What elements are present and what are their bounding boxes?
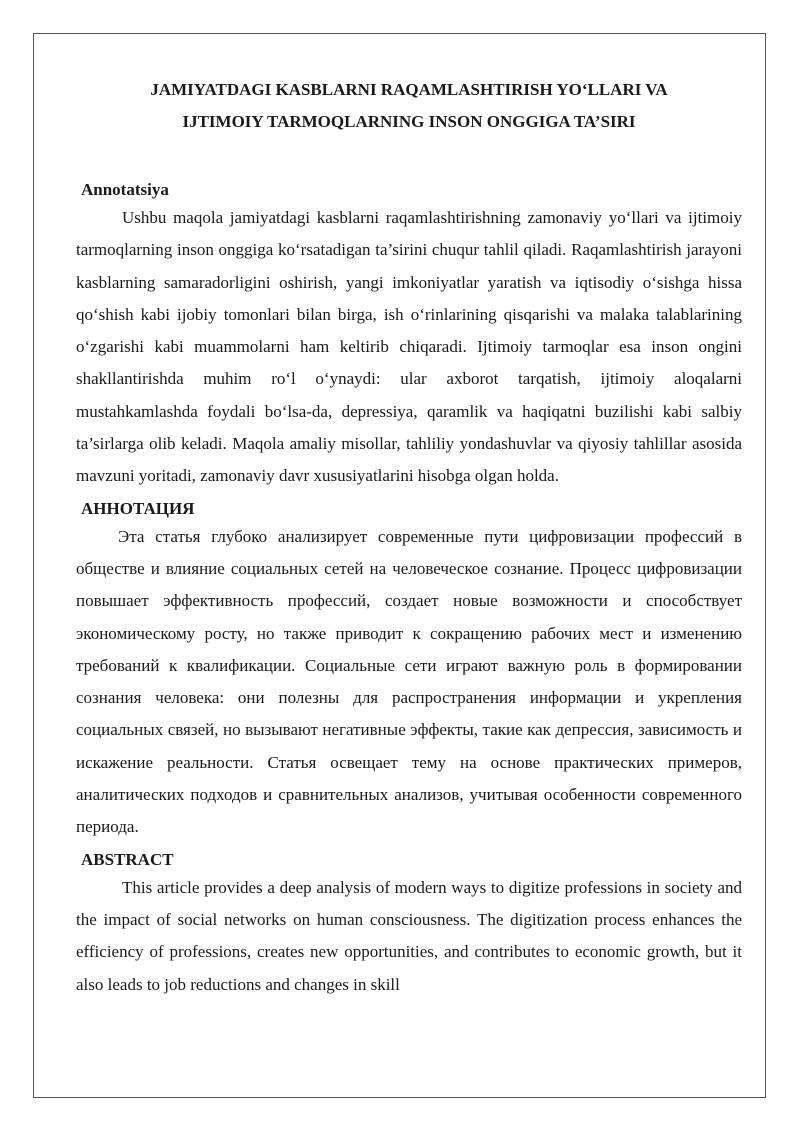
- title-line-1: JAMIYATDAGI KASBLARNI RAQAMLASHTIRISH YO‘LLARI VA: [150, 80, 668, 99]
- paper-title: [76, 74, 742, 138]
- document-body: [76, 74, 742, 1001]
- annotatsiya-ru-paragraph: Эта статья глубоко анализирует современные пути цифровизации профессий в обществе и влияние социальных сетей на человеческое сознание. Процесс цифровизации повышает эффективность профессий, создает новые возможности и способствует экономическому росту, но также приводит к сокращению рабочих мест и изменению требований к квалификации. Социальные сети играют важную роль в формировании сознания человека: они полезны для распространения информации и укрепления социальных связей, но вызывают негативные эффекты, такие как депрессия, зависимость и искажение реальности. Статья освещает тему на основе практических примеров, аналитических подходов и сравнительных анализов, учитывая особенности современного периода.: [76, 526, 742, 837]
- annotatsiya-paragraph: Ushbu maqola jamiyatdagi kasblarni raqamlashtirishning zamonaviy yo‘llari va ijtimoiy tarmoqlarning inson onggiga ko‘rsatadigan ta’sirini chuqur tahlil qiladi. Raqamlashtirish jarayoni kasblarning samaradorligini oshirish, yangi imkoniyatlar yaratish va iqtisodiy o‘sishga hissa qo‘shish kabi ijobiy tomonlari bilan birga, ish o‘rinlarining qisqarishi va malaka talablarining o‘zgarishi kabi muammolarni ham keltirib chiqaradi. Ijtimoiy tarmoqlar esa inson ongini shakllantirishda muhim ro‘l o‘ynaydi: ular axborot tarqatish, ijtimoiy aloqalarni mustahkamlashda foydali bo‘lsa-da, depressiya, qaramlik va haqiqatni buzilishi kabi salbiy ta’sirlarga olib keladi. Maqola amaliy misollar, tahliliy yondashuvlar va qiyosiy tahlillar asosida mavzuni yoritadi, zamonaviy davr xususiyatlarini hisobga olgan holda.: [76, 208, 742, 486]
- title-line-2: IJTIMOIY TARMOQLARNING INSON ONGGIGA TA’SIRI: [182, 112, 636, 131]
- abstract-heading: ABSTRACT: [81, 849, 174, 869]
- annotatsiya-ru-heading: АННОТАЦИЯ: [81, 498, 195, 518]
- abstract-paragraph: This article provides a deep analysis of modern ways to digitize professions in society and the impact of social networks on human consciousness. The digitization process enhances the efficiency of professions, creates new opportunities, and contributes to economic growth, but it also leads to job reductions and changes in skill: [76, 877, 742, 994]
- annotatsiya-heading: Annotatsiya: [81, 180, 169, 199]
